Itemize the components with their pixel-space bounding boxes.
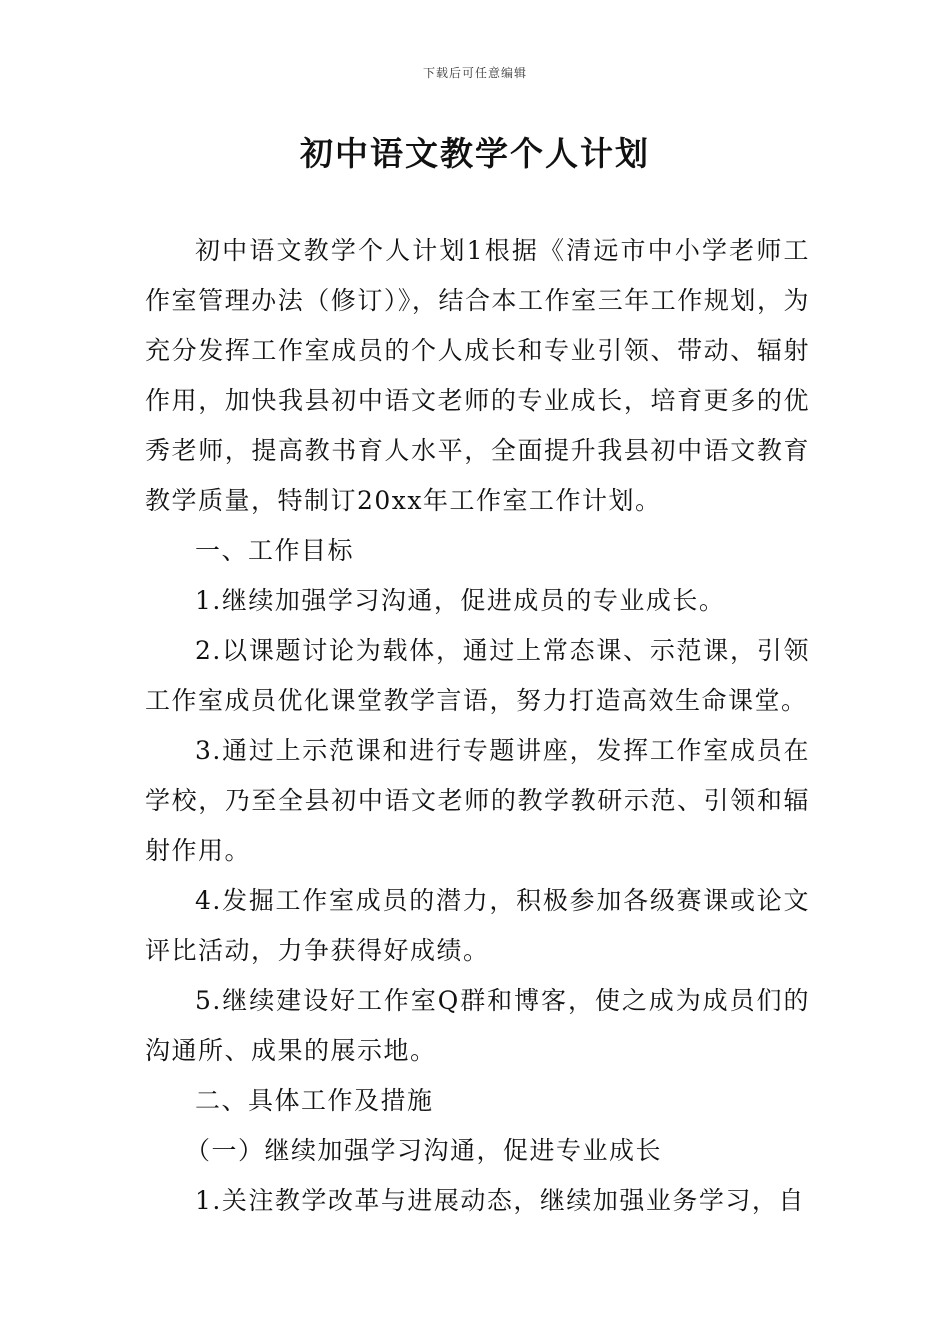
goal-item-1: 1.继续加强学习沟通，促进成员的专业成长。 <box>195 586 726 615</box>
measure-item-1: 1.关注教学改革与进展动态，继续加强业务学习，自 <box>195 1186 805 1215</box>
document-body <box>145 226 810 1226</box>
goal-item-4: 4.发掘工作室成员的潜力，积极参加各级赛课或论文评比活动，力争获得好成绩。 <box>145 886 810 965</box>
goal-item-3: 3.通过上示范课和进行专题讲座，发挥工作室成员在学校，乃至全县初中语文老师的教学教研示范、引领和辐射作用。 <box>145 736 810 865</box>
goal-item-2: 2.以课题讨论为载体，通过上常态课、示范课，引领工作室成员优化课堂教学言语，努力打造高效生命课堂。 <box>145 636 810 715</box>
section-heading-goals: 一、工作目标 <box>195 536 355 565</box>
section-heading-measures: 二、具体工作及措施 <box>195 1086 434 1115</box>
goal-item-5: 5.继续建设好工作室Q群和博客，使之成为成员们的沟通所、成果的展示地。 <box>145 986 810 1065</box>
header-note: 下载后可任意编辑 <box>422 66 527 80</box>
document-title: 初中语文教学个人计划 <box>300 134 650 173</box>
intro-paragraph: 初中语文教学个人计划1根据《清远市中小学老师工作室管理办法（修订）》，结合本工作室三年工作规划，为充分发挥工作室成员的个人成长和专业引领、带动、辐射作用，加快我县初中语文老师的专业成长，培育更多的优秀老师，提高教书育人水平，全面提升我县初中语文教育教学质量，特制订20xx年工作室工作计划。 <box>145 236 810 515</box>
subsection-heading-1: （一）继续加强学习沟通，促进专业成长 <box>185 1136 663 1165</box>
